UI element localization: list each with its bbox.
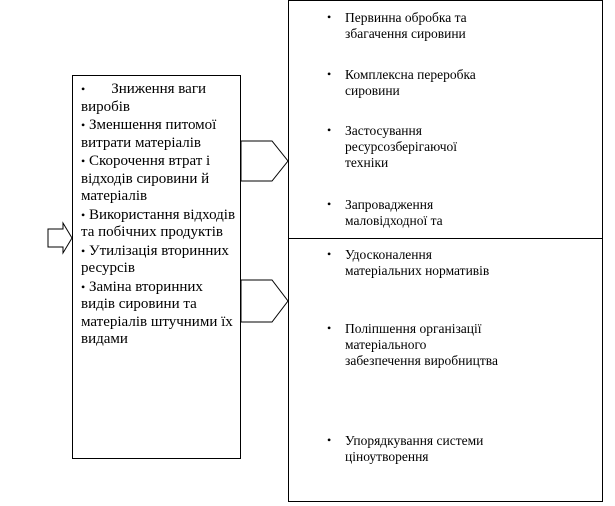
left-item bbox=[81, 207, 236, 242]
right-top-item-text: Запровадження маловідходної та bbox=[345, 197, 443, 228]
left-box bbox=[72, 75, 241, 459]
arrow-to-bottom-box bbox=[241, 280, 288, 322]
right-top-item-text: Комплексна переробка сировини bbox=[345, 67, 476, 98]
bullet: • bbox=[327, 247, 332, 261]
left-item-text: Скорочення втрат і відходів сировини й матеріалів bbox=[81, 153, 211, 204]
right-bottom-item-text: Удосконалення матеріальних нормативів bbox=[345, 247, 490, 278]
right-bottom-item-text: Упорядкування системи ціноутворення bbox=[345, 433, 484, 464]
right-bottom-box bbox=[288, 238, 603, 502]
left-item bbox=[81, 243, 236, 278]
bullet: • bbox=[327, 197, 332, 211]
bullet: • bbox=[327, 321, 332, 335]
left-item-text: Зниження ваги виробів bbox=[81, 81, 207, 115]
right-top-item-text: Застосування ресурсозберігаючої техніки bbox=[345, 123, 458, 170]
right-bottom-item bbox=[303, 433, 503, 465]
bullet: • bbox=[81, 243, 86, 258]
right-top-item-text: Первинна обробка та збагачення сировини bbox=[345, 10, 467, 41]
left-item bbox=[81, 279, 236, 349]
left-item bbox=[81, 153, 236, 206]
left-item-text: Заміна вторинних видів сировини та матеріалів штучними їх видами bbox=[81, 278, 233, 347]
left-item-text: Зменшення питомої витрати матеріалів bbox=[81, 117, 217, 151]
right-bottom-item bbox=[303, 321, 503, 369]
left-item-text: Використання відходів та побічних продуктів bbox=[81, 206, 236, 240]
left-item bbox=[81, 117, 236, 152]
bullet: • bbox=[327, 123, 332, 137]
bullet: • bbox=[81, 207, 86, 222]
bullet: • bbox=[81, 118, 86, 132]
left-item-text: Утилізація вторинних ресурсів bbox=[81, 242, 229, 276]
right-bottom-item-text: Поліпшення організації матеріального забезпечення виробництва bbox=[345, 321, 498, 368]
right-bottom-item bbox=[303, 247, 503, 279]
bullet: • bbox=[327, 67, 332, 81]
right-top-item bbox=[303, 197, 503, 229]
bullet: • bbox=[327, 10, 332, 24]
left-item bbox=[81, 81, 236, 116]
incoming-arrow bbox=[48, 223, 72, 253]
right-top-item bbox=[303, 123, 503, 171]
bullet: • bbox=[327, 433, 332, 447]
right-top-box bbox=[288, 0, 603, 239]
bullet: • bbox=[81, 279, 86, 294]
right-top-item bbox=[303, 10, 503, 42]
arrow-to-top-box bbox=[241, 141, 288, 181]
bullet: • bbox=[81, 154, 86, 168]
bullet: • bbox=[81, 82, 86, 96]
right-top-item bbox=[303, 67, 503, 99]
